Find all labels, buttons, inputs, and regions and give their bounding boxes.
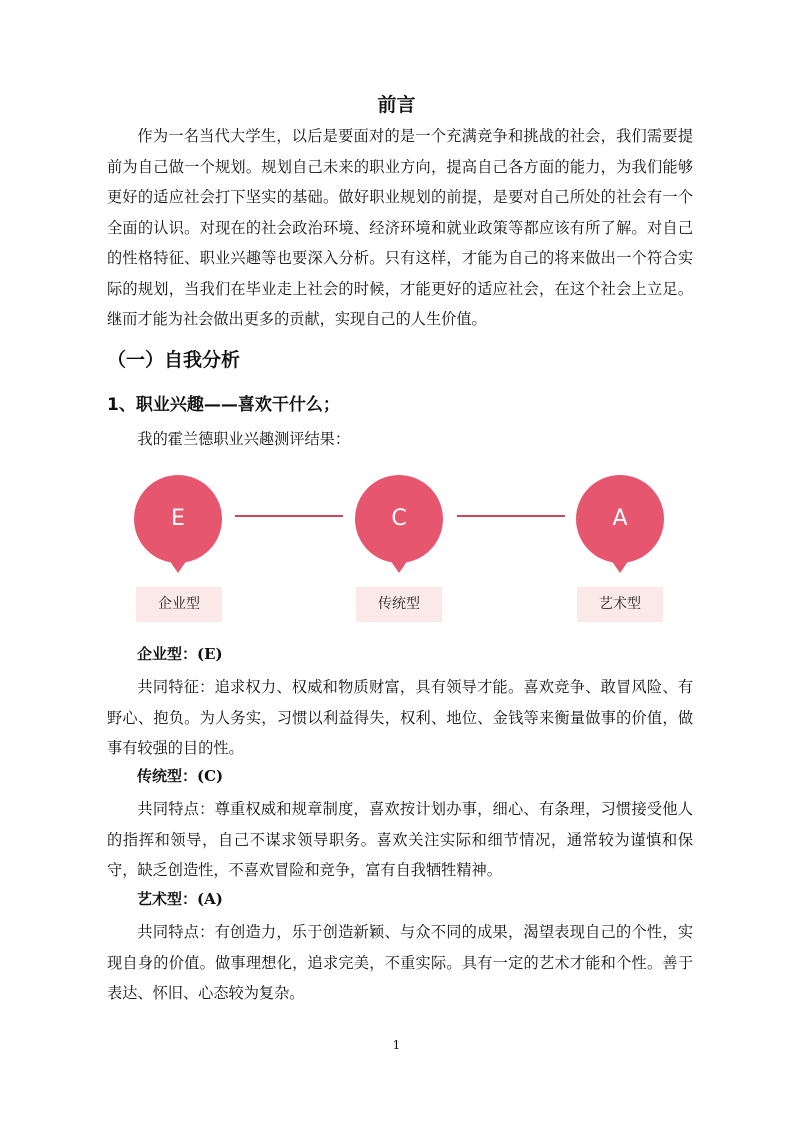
type-description: 共同特点：有创造力，乐于创造新颖、与众不同的成果，渴望表现自己的个性，实现自身的价值。做事理想化，追求完美，不重实际。具有一定的艺术才能和个性。善于表达、怀旧、心态较为复杂。	[107, 923, 693, 1002]
sub-heading: 1、职业兴趣——喜欢干什么；	[107, 395, 340, 415]
pointer-triangle-icon	[390, 560, 408, 573]
section-heading: （一）自我分析	[107, 349, 241, 371]
pointer-triangle-icon	[611, 560, 629, 573]
type-description: 共同特点：尊重权威和规章制度，喜欢按计划办事，细心、有条理，习惯接受他人的指挥和领导，自己不谋求领导职务。喜欢关注实际和细节情况，通常较为谨慎和保守，缺乏创造性，不喜欢冒险和竞争，富有自我牺牲精神。	[107, 800, 693, 879]
type-heading: 艺术型：(A)	[137, 890, 223, 908]
node-label: 传统型	[356, 587, 442, 622]
intro-paragraph: 作为一名当代大学生，以后是要面对的是一个充满竞争和挑战的社会，我们需要提前为自己做一个规划。规划自己未来的职业方向，提高自己各方面的能力，为我们能够更好的适应社会打下坚实的基础。做好职业规划的前提，是要对自己所处的社会有一个全面的认识。对现在的社会政治环境、经济环境和就业政策等都应该有所了解。对自己的性格特征、职业兴趣等也要深入分析。只有这样，才能为自己的将来做出一个符合实际的规划，当我们在毕业走上社会的时候，才能更好的适应社会，在这个社会上立足。继而才能为社会做出更多的贡献，实现自己的人生价值。	[107, 127, 693, 328]
node-label: 艺术型	[577, 587, 663, 622]
test-result-label: 我的霍兰德职业兴趣测评结果：	[137, 430, 351, 448]
page-title: 前言	[377, 94, 416, 116]
node-circle: C	[355, 475, 443, 563]
holland-code-diagram	[107, 470, 693, 630]
pointer-triangle-icon	[169, 560, 187, 573]
diagram-node-a	[576, 470, 666, 590]
connector-line	[457, 515, 565, 517]
node-label: 企业型	[136, 587, 222, 622]
page-number: 1	[392, 1038, 401, 1052]
diagram-node-c	[355, 470, 445, 590]
type-description: 共同特征：追求权力、权威和物质财富，具有领导才能。喜欢竞争、敢冒风险、有野心、抱负。为人务实，习惯以利益得失，权利、地位、金钱等来衡量做事的价值，做事有较强的目的性。	[107, 678, 693, 757]
diagram-node-e	[134, 470, 224, 590]
node-circle: A	[576, 475, 664, 563]
type-heading: 传统型：(C)	[137, 767, 224, 785]
type-heading: 企业型：(E)	[137, 645, 223, 663]
connector-line	[235, 515, 343, 517]
node-circle: E	[134, 475, 222, 563]
